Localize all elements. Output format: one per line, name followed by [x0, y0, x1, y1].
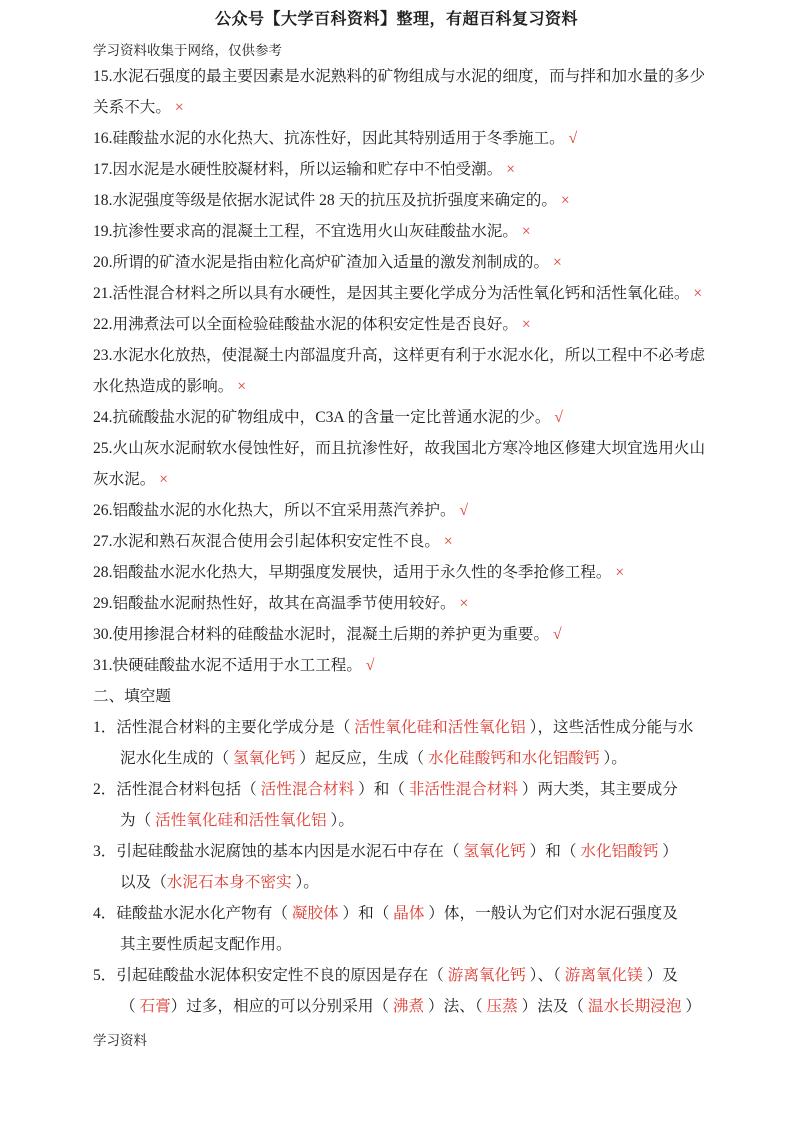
wrong-mark: × [502, 161, 516, 178]
question-text: 30.使用掺混合材料的硅酸盐水泥时，混凝土后期的养护更为重要。 [93, 626, 550, 643]
question-list [93, 61, 753, 1022]
question-text: ）体，一般认为它们对水泥石强度及 [424, 905, 678, 922]
wrong-mark: × [439, 533, 453, 550]
question-line [93, 464, 753, 495]
question-text: ）两大类，其主要成分 [517, 781, 678, 798]
answer-text: 活性氧化硅和活性氧化铝 [354, 719, 526, 736]
question-text: ）。 [291, 874, 319, 891]
answer-text: 游离氧化镁 [564, 967, 643, 984]
question-line [93, 526, 753, 557]
question-text: 16.硅酸盐水泥的水化热大、抗冻性好，因此其特别适用于冬季施工。 [93, 130, 565, 147]
question-text: 26.铝酸盐水泥的水化热大，所以不宜采用蒸汽养护。 [93, 502, 456, 519]
answer-text: 游离氧化钙 [447, 967, 526, 984]
question-text: 29.铝酸盐水泥耐热性好，故其在高温季节使用较好。 [93, 595, 456, 612]
true-false-question [93, 402, 753, 433]
true-false-question [93, 309, 753, 340]
question-text: 31.快硬硅酸盐水泥不适用于水工工程。 [93, 657, 362, 674]
true-false-question [93, 185, 753, 216]
correct-mark: √ [455, 502, 469, 519]
question-text: ）过多，相应的可以分别采用（ [170, 998, 393, 1015]
question-line [93, 247, 753, 278]
question-text: 28.铝酸盐水泥水化热大，早期强度发展快，适用于永久性的冬季抢修工程。 [93, 564, 612, 581]
fill-blank-question [93, 898, 753, 960]
correct-mark: √ [362, 657, 375, 674]
question-text: ），这些活性成分能与水 [525, 719, 694, 736]
question-text: 27.水泥和熟石灰混合使用会引起体积安定性不良。 [93, 533, 440, 550]
question-text: ） [658, 843, 678, 860]
question-text: ）。 [326, 812, 354, 829]
true-false-question [93, 278, 753, 309]
question-text: 22.用沸煮法可以全面检验硅酸盐水泥的体积安定性是否良好。 [93, 316, 518, 333]
question-text: ）、（ [525, 967, 565, 984]
question-line [93, 805, 753, 836]
question-text: 其主要性质起支配作用。 [120, 936, 292, 953]
answer-text: 水化铝酸钙 [580, 843, 659, 860]
true-false-question [93, 61, 753, 123]
question-text: 18.水泥强度等级是依据水泥试件 28 天的抗压及抗折强度来确定的。 [93, 192, 557, 209]
question-text: 以及（ [120, 874, 167, 891]
question-text: 15.水泥石强度的最主要因素是水泥熟料的矿物组成与水泥的细度，而与拌和加水量的多少 [93, 68, 706, 85]
true-false-question [93, 526, 753, 557]
wrong-mark: × [689, 285, 703, 302]
question-text: 19.抗渗性要求高的混凝土工程，不宜选用火山灰硅酸盐水泥。 [93, 223, 518, 240]
answer-text: 氢氧化钙 [233, 750, 296, 767]
question-line [93, 712, 753, 743]
answer-text: 水泥石本身不密实 [166, 874, 292, 891]
fill-blank-question [93, 960, 753, 1022]
wrong-mark: × [170, 99, 184, 116]
question-text: 17.因水泥是水硬性胶凝材料，所以运输和贮存中不怕受潮。 [93, 161, 503, 178]
answer-text: 石膏 [139, 998, 171, 1015]
true-false-question [93, 495, 753, 526]
answer-text: 沸煮 [392, 998, 425, 1015]
question-line [93, 774, 753, 805]
true-false-question [93, 154, 753, 185]
question-text: ）和（ [525, 843, 581, 860]
question-line [93, 960, 753, 991]
question-text: 灰水泥。 [93, 471, 156, 488]
answer-text: 凝胶体 [291, 905, 339, 922]
question-line [93, 433, 753, 464]
question-text: 关系不大。 [93, 99, 171, 116]
question-text: 23.水泥水化放热，使混凝土内部温度升高，这样更有利于水泥水化，所以工程中不必考虑 [93, 347, 706, 364]
question-text: 泥水化生成的（ [120, 750, 234, 767]
true-false-question [93, 247, 753, 278]
page-subtitle: 学习资料收集于网络，仅供参考 [93, 43, 282, 58]
page-title: 公众号【大学百科资料】整理，有超百科复习资料 [214, 11, 578, 28]
question-line [93, 836, 753, 867]
page-footer: 学习资料 [93, 1033, 147, 1048]
question-line [93, 619, 753, 650]
question-line [93, 557, 753, 588]
answer-text: 非活性混合材料 [408, 781, 518, 798]
answer-text: 氢氧化钙 [463, 843, 526, 860]
true-false-question [93, 216, 753, 247]
question-text: ）。 [599, 750, 627, 767]
answer-text: 晶体 [393, 905, 425, 922]
question-line [93, 154, 753, 185]
true-false-question [93, 557, 753, 588]
true-false-question [93, 123, 753, 154]
question-text: ）法、（ [424, 998, 487, 1015]
question-text: ） [681, 998, 701, 1015]
fill-blank-question [93, 836, 753, 898]
question-text: ）和（ [338, 905, 394, 922]
question-text: 4．硅酸盐水泥水化产物有（ [93, 905, 292, 922]
question-text: ）及 [642, 967, 678, 984]
question-text: ）和（ [354, 781, 409, 798]
true-false-question [93, 619, 753, 650]
question-line [93, 867, 753, 898]
question-text: （ [120, 998, 140, 1015]
question-text: ）起反应，生成（ [295, 750, 429, 767]
question-text: 1．活性混合材料的主要化学成分是（ [93, 719, 355, 736]
wrong-mark: × [556, 192, 570, 209]
question-text: 21.活性混合材料之所以具有水硬性，是因其主要化学成分为活性氧化钙和活性氧化硅。 [93, 285, 690, 302]
correct-mark: √ [564, 130, 578, 147]
question-text: 20.所谓的矿渣水泥是指由粒化高炉矿渣加入适量的激发剂制成的。 [93, 254, 550, 271]
true-false-question [93, 650, 753, 681]
question-line [93, 61, 753, 92]
question-line [93, 743, 753, 774]
answer-text: 活性氧化硅和活性氧化铝 [155, 812, 327, 829]
question-line [93, 340, 753, 371]
question-text: 24.抗硫酸盐水泥的矿物组成中，C3A 的含量一定比普通水泥的少。 [93, 409, 551, 426]
question-line [93, 92, 753, 123]
question-line [93, 991, 753, 1022]
section-heading: 二、填空题 [93, 688, 171, 705]
question-line [93, 185, 753, 216]
fill-blank-question [93, 774, 753, 836]
answer-text: 活性混合材料 [260, 781, 355, 798]
correct-mark: √ [549, 626, 562, 643]
question-text: 25.火山灰水泥耐软水侵蚀性好，而且抗渗性好，故我国北方寒冷地区修建大坝宜选用火山 [93, 440, 706, 457]
question-line [93, 216, 753, 247]
answer-text: 温水长期浸泡 [587, 998, 682, 1015]
question-line [93, 650, 753, 681]
wrong-mark: × [233, 378, 247, 395]
question-text: 3．引起硅酸盐水泥腐蚀的基本内因是水泥石中存在（ [93, 843, 464, 860]
question-text: 5．引起硅酸盐水泥体积安定性不良的原因是存在（ [93, 967, 448, 984]
answer-text: 压蒸 [486, 998, 518, 1015]
wrong-mark: × [155, 471, 169, 488]
question-text: 2．活性混合材料包括（ [93, 781, 261, 798]
question-text: 为（ [120, 812, 156, 829]
wrong-mark: × [455, 595, 469, 612]
answer-text: 水化硅酸钙和水化铝酸钙 [428, 750, 600, 767]
true-false-question [93, 340, 753, 402]
question-line [93, 495, 753, 526]
wrong-mark: × [611, 564, 625, 581]
question-text: ）法及（ [517, 998, 588, 1015]
question-text: 水化热造成的影响。 [93, 378, 234, 395]
question-line [93, 402, 753, 433]
question-line [93, 371, 753, 402]
wrong-mark: × [517, 223, 531, 240]
question-line [93, 278, 753, 309]
question-line [93, 588, 753, 619]
question-line [93, 309, 753, 340]
wrong-mark: × [549, 254, 562, 271]
fill-blank-question [93, 712, 753, 774]
correct-mark: √ [550, 409, 563, 426]
true-false-question [93, 433, 753, 495]
question-line [93, 898, 753, 929]
question-line [93, 123, 753, 154]
question-line [93, 929, 753, 960]
true-false-question [93, 588, 753, 619]
wrong-mark: × [517, 316, 531, 333]
